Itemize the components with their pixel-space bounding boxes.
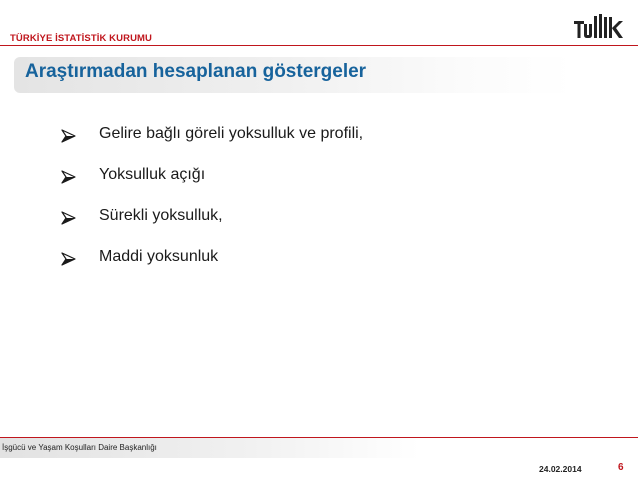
arrow-bullet-icon (60, 129, 78, 143)
page-title: Araştırmadan hesaplanan göstergeler (25, 61, 367, 82)
header-divider (0, 45, 638, 46)
page-number: 6 (618, 462, 624, 473)
tuik-logo (574, 13, 624, 41)
arrow-bullet-icon (60, 211, 78, 225)
bullet-text: Yoksulluk açığı (99, 166, 206, 183)
bullet-text: Gelire bağlı göreli yoksulluk ve profili, (99, 125, 364, 142)
arrow-bullet-icon (60, 252, 78, 266)
bullet-text: Sürekli yoksulluk, (99, 207, 223, 224)
bullet-text: Maddi yoksunluk (99, 248, 219, 265)
footer-department: İşgücü ve Yaşam Koşulları Daire Başkanlığı (2, 443, 157, 452)
arrow-bullet-icon (60, 170, 78, 184)
footer-date: 24.02.2014 (539, 464, 582, 474)
organization-name: TÜRKİYE İSTATİSTİK KURUMU (10, 33, 153, 44)
